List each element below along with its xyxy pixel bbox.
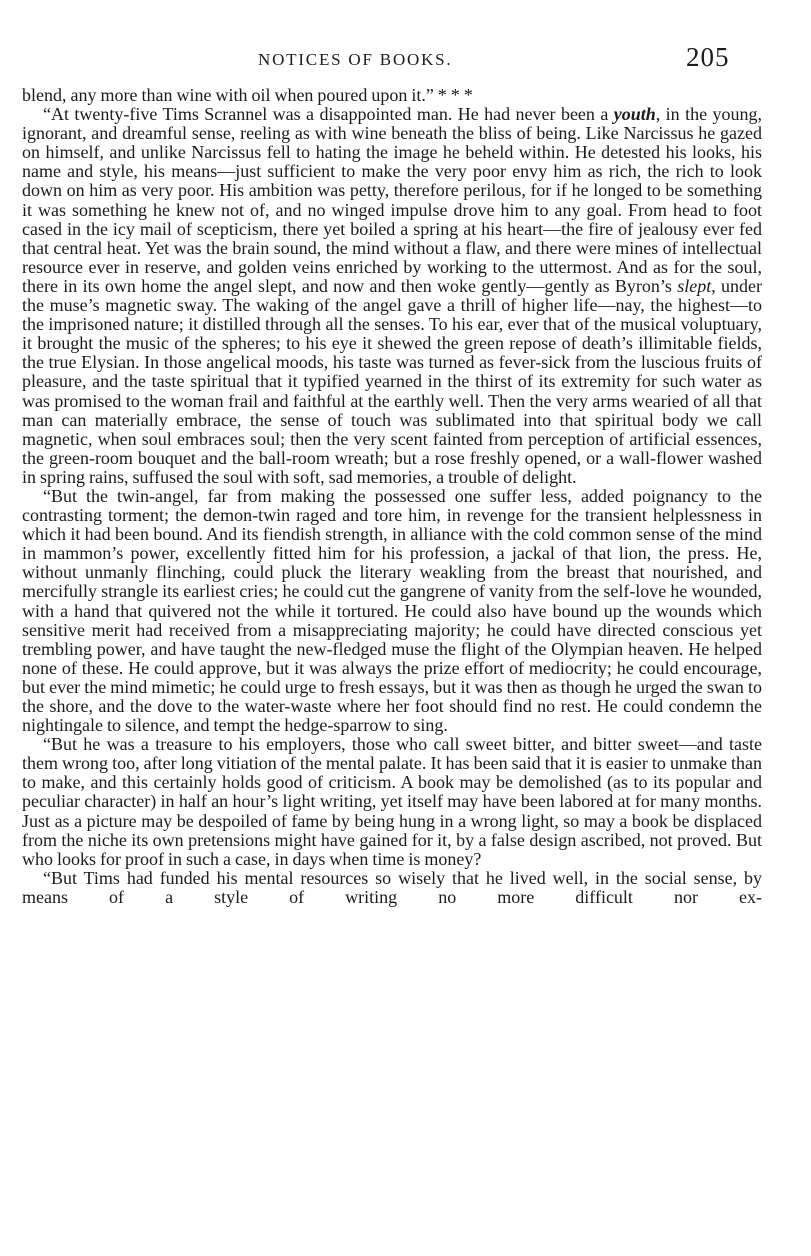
emphasized-text: youth bbox=[613, 104, 656, 125]
body-text bbox=[22, 86, 762, 907]
paragraph-5 bbox=[22, 869, 762, 907]
italic-text: slept bbox=[677, 275, 712, 296]
running-head: NOTICES OF BOOKS. bbox=[258, 50, 453, 69]
paragraph-1 bbox=[22, 86, 762, 105]
text-run: “At twenty-five Tims Scrannel was a disappointed man. He had never been a bbox=[43, 104, 614, 125]
paragraph-3 bbox=[22, 487, 762, 735]
text-run: “But the twin-angel, far from making the possessed one suffer less, added poignancy to the contrasting torment; the demon-twin raged and tore him, in revenge for the transient helplessness in which it had been bound. And its fiendish strength, in alliance with the cold common sense of the mind in mammon’s power, excellently fitted him for his profession, a jackal of that lion, the press. He, without unmanly flinching, could pluck the literary weakling from the breast that nourished, and mercifully strangle its earliest cries; he could cut the gangrene of vanity from the self-love he wounded, with a hand that quivered not the while it tortured. He could also have bound up the wounds which sensitive merit had received from a misappreciating majority; he could have directed conscious yet trembling power, and have taught the new-fledged muse the flight of the Olympian heaven. He helped none of these. He could approve, but it was always the prize effort of mediocrity; he could encourage, but ever the mind mimetic; he could urge to fresh essays, but it was then as though he urged the swan to the shore, and the dove to the water-waste where her foot should find no rest. He could condemn the nightingale to silence, and tempt the hedge-sparrow to sing. bbox=[22, 485, 762, 736]
paragraph-4 bbox=[22, 735, 762, 869]
page-number: 205 bbox=[686, 42, 730, 72]
text-run: “But Tims had funded his mental resources so wisely that he lived well, in the social sense, by means of a style of writing no more difficult nor ex- bbox=[22, 867, 762, 907]
text-run: “But he was a treasure to his employers, those who call sweet bitter, and bitter sweet—and taste them wrong too, after long vitiation of the mental palate. It has been said that it is easier to unmake than to make, and this certainly holds good of criticism. A book may be demolished (as to its popular and peculiar character) in half an hour’s light writing, yet itself may have been labored at for many months. Just as a picture may be despoiled of fame by being hung in a wrong light, so may a book be displaced from the niche its own pretensions might have gained for it, by a false design ascribed, not proved. But who looks for proof in such a case, in days when time is money? bbox=[22, 734, 762, 869]
page-header bbox=[0, 44, 811, 78]
text-run: , under the muse’s magnetic sway. The waking of the angel gave a thrill of higher life—nay, the highest—to the imprisoned nature; it distilled through all the senses. To his ear, ever that of the musical voluptuary, it brought the music of the spheres; to his eye it shewed the green repose of death’s illimitable fields, the true Elysian. In those angelical moods, his taste was turned as fever-sick from the luscious fruits of pleasure, and the taste spiritual that it typified yearned in the thirst of its extremity for such water as was promised to the woman frail and faithful at the earthly well. Then the very arms wearied of all that man can materially embrace, the sense of touch was sublimated into that spiritual body we call magnetic, when soul embraces soul; then the very scent fainted from perception of artificial essences, the green-room bouquet and the ball-room wreath; but a rose freshly opened, or a wall-flower washed in spring rains, suffused the soul with soft, sad memories, a trouble of delight. bbox=[22, 275, 763, 487]
text-run: blend, any more than wine with oil when poured upon it.” * * * bbox=[22, 85, 473, 105]
text-run: , in the young, ignorant, and dreamful sense, reeling as with wine beneath the bliss of being. Like Narcissus he gazed on himself, and unlike Narcissus fell to hating the image he beheld within. He detested his looks, his name and style, his means—just sufficient to make the very poor envy him as rich, the rich to look down on him as very poor. His ambition was petty, therefore perilous, for if he longed to be something it was something he knew not of, and no winged impulse drove him to any goal. From head to foot cased in the icy mail of scepticism, there yet boiled a spring at his heart—the fire of jealousy ever fed that central heat. Yet was the brain sound, the mind without a flaw, and there were mines of intellectual resource ever in reserve, and golden veins enriched by working to the uttermost. And as for the soul, there in its own home the angel slept, and now and then woke gently—gently as Byron’s bbox=[22, 104, 762, 296]
paragraph-2 bbox=[22, 105, 762, 487]
